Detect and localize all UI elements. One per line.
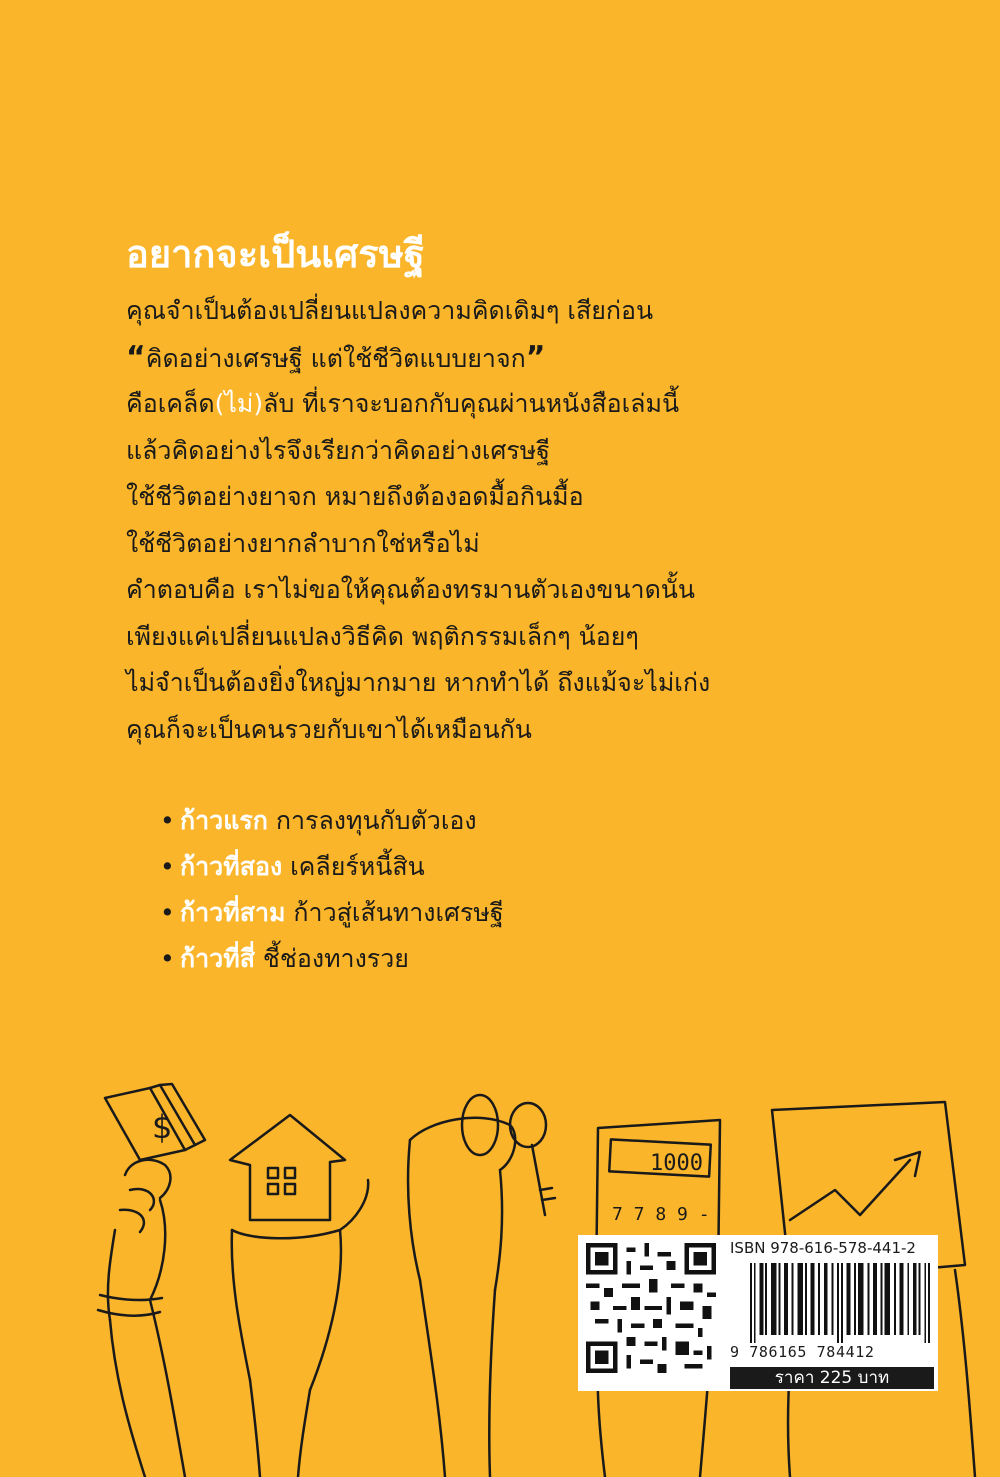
open-quote-mark: “	[126, 339, 146, 375]
blurb-line: คุณจำเป็นต้องเปลี่ยนแปลงความคิดเดิมๆ เสียก่อน	[126, 296, 654, 325]
isbn-number: ISBN 978-616-578-441-2	[730, 1239, 916, 1257]
blurb-line	[126, 381, 826, 428]
steps-list	[160, 798, 760, 982]
blurb-quote-line	[126, 335, 826, 382]
calculator-keys: 7 7 8 9 -	[612, 1204, 710, 1225]
step-desc: การลงทุนกับตัวเอง	[275, 806, 477, 835]
step-desc: ก้าวสู่เส้นทางเศรษฐี	[293, 898, 504, 927]
step-name: ก้าวที่สาม	[180, 898, 286, 927]
bullet-icon: •	[160, 852, 175, 881]
bullet-icon: •	[160, 944, 175, 973]
bullet-icon: •	[160, 806, 175, 835]
price-label: ราคา 225 บาท	[730, 1367, 934, 1389]
blurb-line: คำตอบคือ เราไม่ขอให้คุณต้องทรมานตัวเองขนาดนั้น	[126, 575, 695, 604]
blurb	[126, 288, 826, 753]
close-quote-mark: ”	[525, 339, 546, 375]
open-paren: (	[214, 389, 225, 418]
book-title: อยากจะเป็นเศรษฐี	[126, 232, 425, 276]
step-name: ก้าวแรก	[180, 806, 268, 835]
blurb-line: เพียงแค่เปลี่ยนแปลงวิธีคิด พฤติกรรมเล็กๆ น้อยๆ	[126, 621, 639, 651]
blurb-line: ไม่จำเป็นต้องยิ่งใหญ่มากมาย หากทำได้ ถึงแม้จะไม่เก่ง	[126, 668, 711, 697]
barcode-digits: 9 786165 784412	[730, 1343, 875, 1361]
step-item	[160, 890, 760, 936]
step-desc: ชี้ช่องทางรวย	[262, 944, 409, 973]
dollar-sign: $	[152, 1108, 173, 1146]
qr-code-icon	[586, 1243, 716, 1373]
quote-text: คิดอย่างเศรษฐี แต่ใช้ชีวิตแบบยาจก	[145, 343, 526, 373]
secret-prefix: คือเคล็ด	[126, 389, 215, 418]
blurb-line: ใช้ชีวิตอย่างยากลำบากใช่หรือไม่	[126, 528, 480, 558]
step-item	[160, 844, 760, 890]
keys-fist-icon	[408, 1095, 555, 1477]
step-item	[160, 798, 760, 844]
money-hand-icon	[98, 1084, 205, 1477]
step-item	[160, 936, 760, 982]
house-hand-icon	[230, 1115, 368, 1477]
close-paren: )	[253, 389, 264, 418]
barcode-icon	[750, 1263, 930, 1343]
not-highlight: ไม่	[224, 389, 254, 418]
blurb-line: แล้วคิดอย่างไรจึงเรียกว่าคิดอย่างเศรษฐี	[126, 435, 551, 465]
step-desc: เคลียร์หนี้สิน	[290, 852, 425, 881]
secret-suffix: ลับ ที่เราจะบอกกับคุณผ่านหนังสือเล่มนี้	[263, 389, 680, 418]
step-name: ก้าวที่สอง	[180, 852, 283, 881]
blurb-line: คุณก็จะเป็นคนรวยกับเขาได้เหมือนกัน	[126, 714, 532, 744]
step-name: ก้าวที่สี่	[180, 944, 255, 973]
blurb-line: ใช้ชีวิตอย่างยาจก หมายถึงต้องอดมื้อกินมื้อ	[126, 482, 584, 511]
barcode-panel	[578, 1235, 938, 1391]
bullet-icon: •	[160, 898, 175, 927]
calculator-display: 1000	[650, 1151, 703, 1176]
